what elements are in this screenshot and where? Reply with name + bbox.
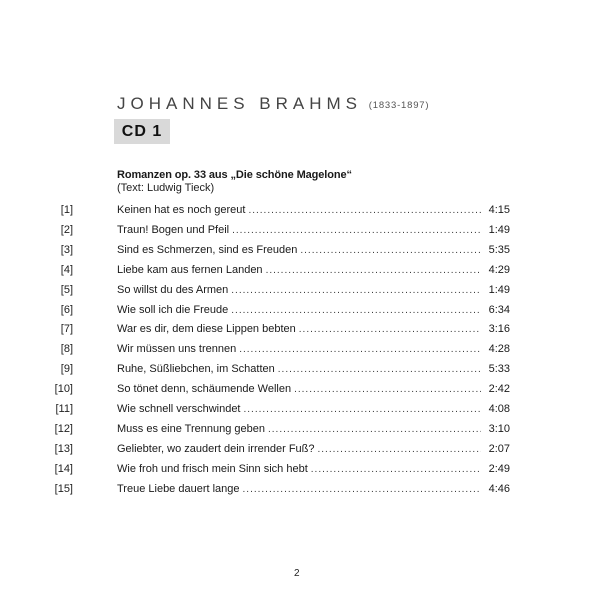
track-row: [0, 263, 599, 278]
track-entry: [117, 382, 484, 397]
track-number: [11]: [55, 403, 73, 415]
track-row: [0, 303, 599, 318]
track-title: Muss es eine Trennung geben: [117, 422, 265, 435]
track-title: Ruhe, Süßliebchen, im Schatten: [117, 363, 275, 376]
track-duration: 5:33: [488, 363, 510, 376]
composer-heading: [117, 94, 429, 117]
track-title: Wir müssen uns trennen: [117, 343, 237, 356]
track-number: [9]: [60, 363, 73, 376]
track-duration: 4:15: [488, 204, 510, 216]
track-row: [0, 322, 599, 337]
track-title: Traun! Bogen und Pfeil: [117, 223, 230, 236]
track-entry: [117, 322, 484, 337]
track-entry: [117, 402, 484, 417]
track-entry: [117, 303, 484, 318]
dot-leader: [268, 422, 481, 437]
track-entry: [117, 422, 484, 437]
track-duration: 4:08: [488, 403, 510, 415]
track-entry: [117, 203, 484, 218]
dot-leader: [231, 303, 481, 318]
track-entry: [117, 243, 484, 258]
dot-leader: [244, 402, 482, 417]
track-title: Wie froh und frisch mein Sinn sich hebt: [117, 462, 308, 475]
track-entry: [117, 482, 484, 497]
track-title: Sind es Schmerzen, sind es Freuden: [117, 243, 298, 256]
dot-leader: [239, 342, 481, 357]
track-duration: 4:29: [488, 263, 510, 276]
dot-leader: [299, 322, 481, 337]
track-number: [5]: [60, 283, 73, 296]
track-entry: [117, 263, 484, 278]
track-entry: [117, 342, 484, 357]
track-number: [6]: [60, 303, 73, 316]
dot-leader: [294, 382, 481, 397]
track-number: [4]: [60, 263, 73, 276]
track-number: [8]: [60, 343, 73, 356]
track-title: Geliebter, wo zaudert dein irrender Fuß?: [117, 442, 315, 455]
track-duration: 1:49: [488, 223, 510, 236]
track-title: Wie schnell verschwindet: [117, 403, 241, 415]
track-number: [14]: [54, 462, 73, 475]
dot-leader: [231, 283, 481, 298]
track-title: Keinen hat es noch gereut: [117, 204, 246, 216]
track-row: [0, 283, 599, 298]
track-row: [0, 442, 599, 457]
dot-leader: [300, 243, 481, 258]
track-number: [7]: [60, 323, 73, 336]
track-number: [12]: [54, 422, 73, 435]
track-duration: 4:28: [488, 343, 510, 356]
track-duration: 2:42: [488, 383, 510, 396]
track-title: Treue Liebe dauert lange: [117, 482, 240, 495]
track-entry: [117, 362, 484, 377]
track-title: So willst du des Armen: [117, 283, 229, 296]
track-duration: 6:34: [488, 303, 510, 316]
track-row: [0, 482, 599, 497]
dot-leader: [278, 362, 481, 377]
track-row: [0, 362, 599, 377]
track-duration: 2:07: [488, 442, 510, 455]
track-entry: [117, 442, 484, 457]
composer-name: JOHANNES BRAHMS: [117, 94, 363, 113]
work-subtitle: (Text: Ludwig Tieck): [117, 182, 215, 194]
dot-leader: [243, 482, 481, 497]
track-entry: [117, 462, 484, 477]
track-duration: 1:49: [488, 283, 510, 296]
dot-leader: [232, 223, 481, 238]
disc-label: CD 1: [114, 119, 170, 144]
track-duration: 3:16: [488, 323, 510, 336]
track-number: [15]: [54, 482, 73, 495]
track-row: [0, 203, 599, 218]
track-row: [0, 243, 599, 258]
page-number: 2: [294, 568, 300, 579]
track-duration: 2:49: [488, 462, 510, 475]
track-duration: 3:10: [488, 422, 510, 435]
track-number: [10]: [54, 383, 73, 396]
dot-leader: [318, 442, 482, 457]
track-number: [3]: [60, 243, 73, 256]
track-row: [0, 342, 599, 357]
track-duration: 5:35: [488, 243, 510, 256]
track-row: [0, 223, 599, 238]
track-row: [0, 402, 599, 417]
track-row: [0, 382, 599, 397]
track-title: Wie soll ich die Freude: [117, 303, 229, 316]
composer-years: (1833-1897): [368, 100, 430, 111]
dot-leader: [266, 263, 481, 278]
track-title: War es dir, dem diese Lippen bebten: [117, 323, 296, 336]
track-title: Liebe kam aus fernen Landen: [117, 263, 263, 276]
track-number: [1]: [60, 204, 73, 216]
track-title: So tönet denn, schäumende Wellen: [117, 383, 292, 396]
track-number: [2]: [60, 223, 73, 236]
track-duration: 4:46: [488, 482, 510, 495]
work-title: Romanzen op. 33 aus „Die schöne Magelone“: [117, 169, 352, 181]
track-entry: [117, 283, 484, 298]
dot-leader: [311, 462, 481, 477]
track-number: [13]: [54, 442, 73, 455]
track-row: [0, 422, 599, 437]
track-row: [0, 462, 599, 477]
dot-leader: [248, 203, 481, 218]
track-entry: [117, 223, 484, 238]
